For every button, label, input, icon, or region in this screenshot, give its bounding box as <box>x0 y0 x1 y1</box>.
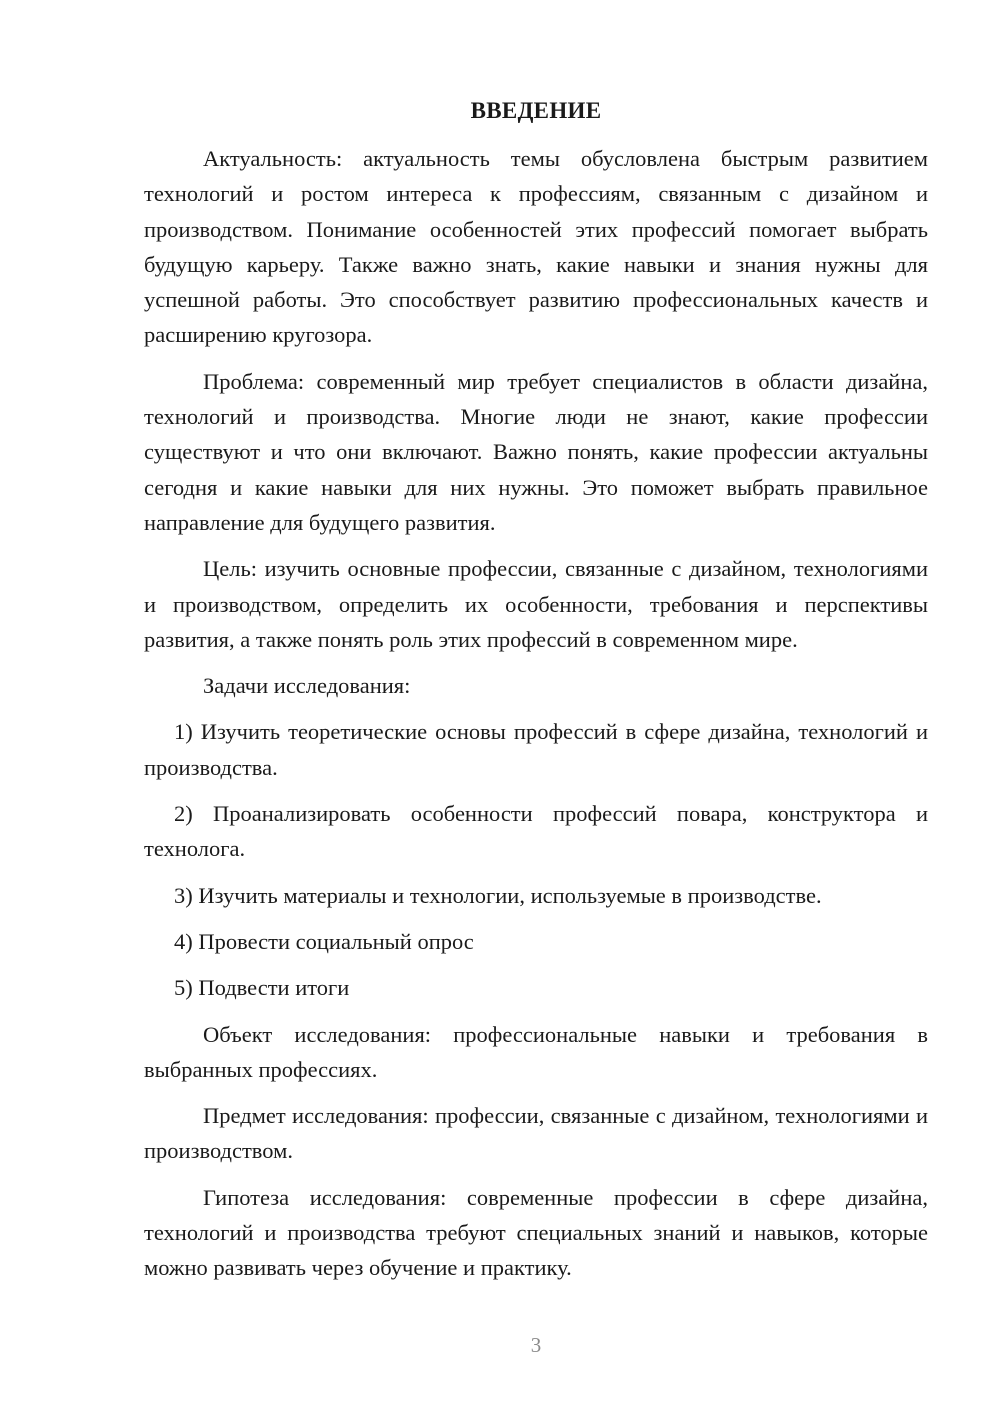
page-title: ВВЕДЕНИЕ <box>470 98 602 123</box>
list-item: 2) Проанализировать особенности профессий повара, конструктора и технолога. <box>144 801 928 862</box>
list-item: 4) Провести социальный опрос <box>174 928 474 954</box>
relevance-paragraph: Актуальность: актуальность темы обусловлена быстрым развитием технологий и ростом интереса к профессиям, связанным с дизайном и производством. Понимание особенностей этих профессий помогает выбрать будущую карьеру. Также важно знать, какие навыки и знания нужны для успешной работы. Это способствует развитию профессиональных качеств и расширению кругозора. <box>144 146 928 348</box>
document-page <box>144 96 928 1297</box>
list-item: 5) Подвести итоги <box>174 975 350 1001</box>
list-item: 3) Изучить материалы и технологии, используемые в производстве. <box>174 882 822 908</box>
hypothesis-paragraph: Гипотеза исследования: современные профессии в сфере дизайна, технологий и производства требуют специальных знаний и навыков, которые можно развивать через обучение и практику. <box>144 1184 928 1281</box>
tasks-heading: Задачи исследования: <box>203 673 411 699</box>
tasks-list <box>144 714 928 1005</box>
object-paragraph: Объект исследования: профессиональные навыки и требования в выбранных профессиях. <box>144 1021 928 1082</box>
list-item: 1) Изучить теоретические основы профессий в сфере дизайна, технологий и производства. <box>144 719 928 780</box>
problem-paragraph: Проблема: современный мир требует специалистов в области дизайна, технологий и производства. Многие люди не знают, какие профессии существуют и что они включают. Важно понять, какие профессии актуальны сегодня и какие навыки для них нужны. Это поможет выбрать правильное направление для будущего развития. <box>144 368 928 535</box>
page-number: 3 <box>530 1333 542 1357</box>
subject-paragraph: Предмет исследования: профессии, связанные с дизайном, технологиями и производством. <box>144 1103 928 1164</box>
goal-paragraph: Цель: изучить основные профессии, связанные с дизайном, технологиями и производством, определить их особенности, требования и перспективы развития, а также понять роль этих профессий в современном мире. <box>144 556 928 652</box>
